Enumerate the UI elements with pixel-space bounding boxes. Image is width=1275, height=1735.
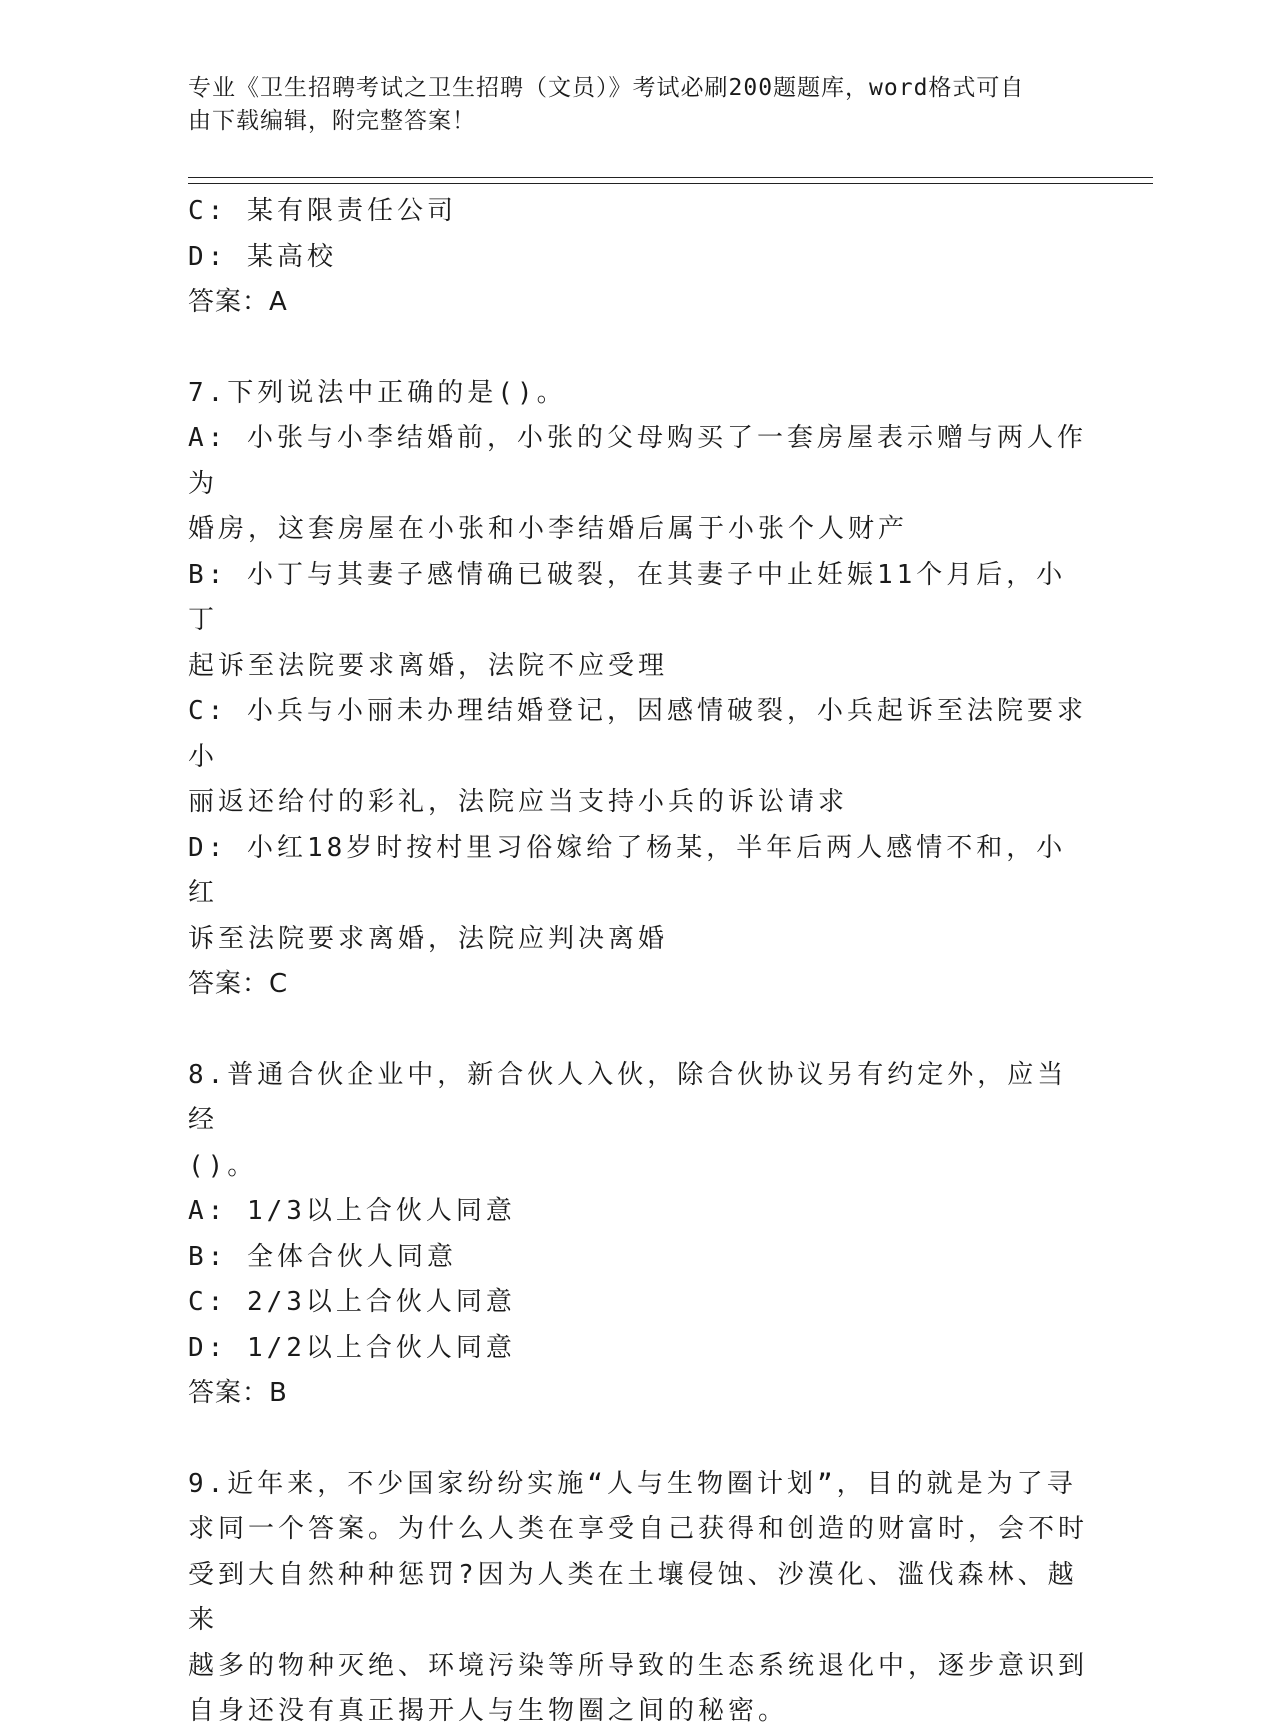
q6-option-d: D: 某高校 [188, 241, 337, 272]
q9-stem-line-4: 越多的物种灭绝、环境污染等所导致的生态系统退化中，逐步意识到 [188, 1650, 1089, 1681]
header-divider-top [188, 177, 1153, 178]
q7-option-d-line-2: 诉至法院要求离婚，法院应判决离婚 [188, 923, 669, 954]
q8-option-c: C: 2/3以上合伙人同意 [188, 1287, 516, 1317]
q7-option-b-line-2: 起诉至法院要求离婚，法院不应受理 [188, 650, 669, 681]
header-title-line-2: 由下载编辑，附完整答案！ [188, 108, 476, 134]
question-8 [188, 1053, 1088, 1417]
q9-stem-line-1: 9.近年来，不少国家纷纷实施“人与生物圈计划”，目的就是为了寻 [188, 1468, 1077, 1499]
header-title-line-1: 专业《卫生招聘考试之卫生招聘（文员）》考试必刷200题题库，word格式可自 [188, 75, 1025, 101]
q8-stem-line-2: ()。 [188, 1150, 258, 1181]
q6-answer: 答案：A [188, 287, 288, 317]
q8-answer: 答案：B [188, 1378, 288, 1408]
q7-option-c-line-1: C: 小兵与小丽未办理结婚登记，因感情破裂，小兵起诉至法院要求小 [188, 696, 1087, 772]
q7-option-d-line-1: D: 小红18岁时按村里习俗嫁给了杨某，半年后两人感情不和，小红 [188, 832, 1067, 908]
q6-option-c: C: 某有限责任公司 [188, 196, 457, 226]
document-body [188, 189, 1088, 1735]
q8-stem-line-1: 8.普通合伙企业中，新合伙人入伙，除合伙协议另有约定外，应当经 [188, 1059, 1068, 1135]
q7-option-a-line-2: 婚房，这套房屋在小张和小李结婚后属于小张个人财产 [188, 514, 909, 544]
q8-option-d: D: 1/2以上合伙人同意 [188, 1332, 516, 1363]
q8-option-a: A: 1/3以上合伙人同意 [188, 1196, 516, 1226]
q7-option-c-line-2: 丽返还给付的彩礼，法院应当支持小兵的诉讼请求 [188, 787, 849, 817]
spacer [188, 326, 1088, 371]
question-7 [188, 371, 1088, 1008]
q9-stem-line-5: 自身还没有真正揭开人与生物圈之间的秘密。 [188, 1696, 789, 1726]
q7-answer: 答案：C [188, 969, 289, 999]
q7-option-b-line-1: B: 小丁与其妻子感情确已破裂，在其妻子中止妊娠11个月后，小丁 [188, 559, 1067, 635]
q7-stem: 7.下列说法中正确的是()。 [188, 377, 567, 408]
document-header [188, 72, 1068, 138]
question-9 [188, 1462, 1088, 1735]
q9-stem-line-2: 求同一个答案。为什么人类在享受自己获得和创造的财富时，会不时 [188, 1514, 1089, 1544]
spacer [188, 1008, 1088, 1053]
header-divider-bottom [188, 183, 1153, 184]
spacer [188, 1417, 1088, 1462]
q9-stem-line-3: 受到大自然种种惩罚?因为人类在土壤侵蚀、沙漠化、滥伐森林、越来 [188, 1559, 1078, 1635]
question-6-tail [188, 189, 1088, 326]
q8-option-b: B: 全体合伙人同意 [188, 1241, 457, 1272]
q7-option-a-line-1: A: 小张与小李结婚前，小张的父母购买了一套房屋表示赠与两人作为 [188, 423, 1087, 499]
